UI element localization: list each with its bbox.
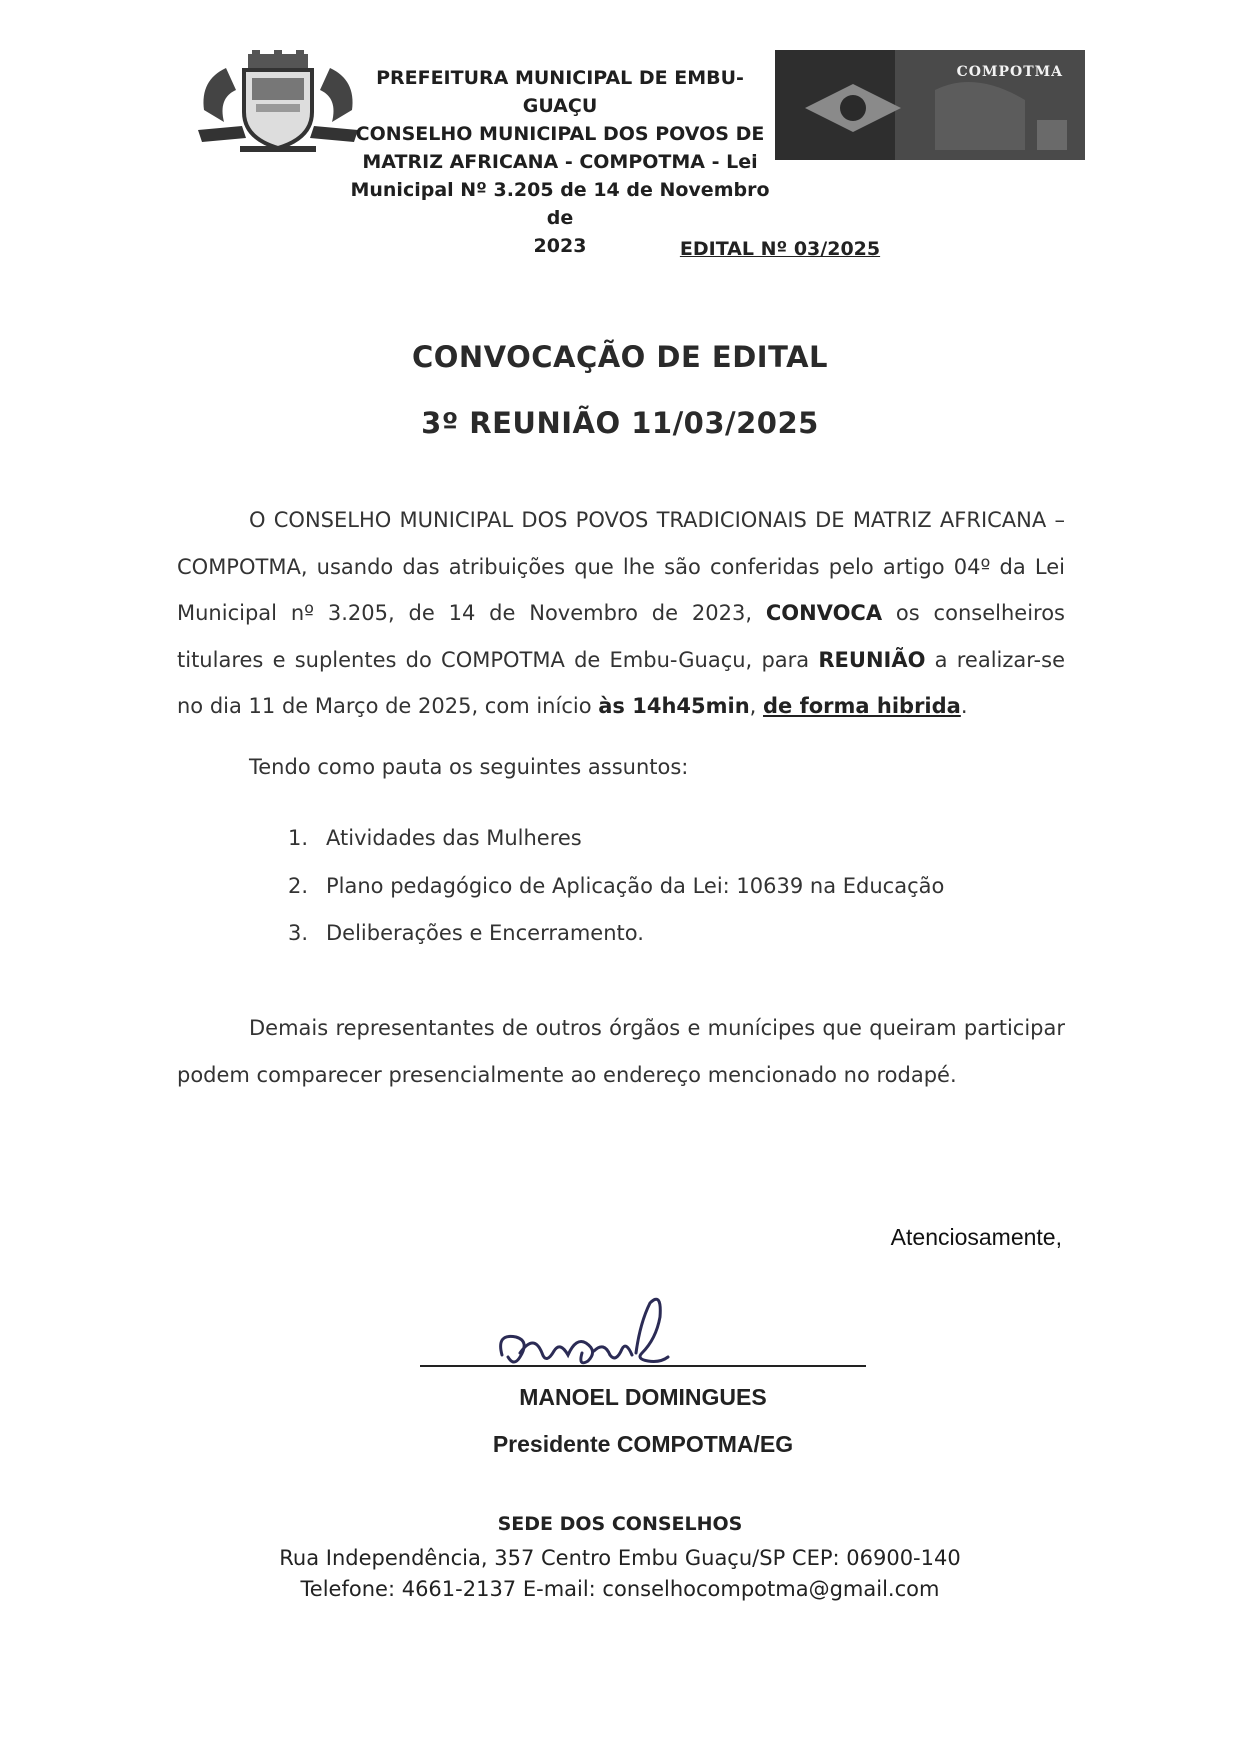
org-line-4: Municipal Nº 3.205 de 14 de Novembro de: [350, 179, 770, 229]
body-text-3: a realizar-se no dia 11 de Março de 2025, com início: [177, 647, 1065, 718]
handwritten-signature: [490, 1293, 690, 1383]
body-text-1: O CONSELHO MUNICIPAL DOS POVOS TRADICIONAIS DE MATRIZ AFRICANA – COMPOTMA, usando das atribuições que lhe são conferidas pelo artigo 04º da Lei Municipal nº 3.205, de 14 de Novembro de 2023,: [177, 508, 1065, 625]
body-end: .: [960, 694, 968, 718]
compotma-logo-icon: [775, 50, 1085, 160]
list-item-text: Atividades das Mulheres: [326, 826, 582, 850]
list-item-number: 3.: [288, 921, 309, 945]
footer-contact: Telefone: 4661-2137 E-mail: conselhocompotma@gmail.com: [300, 1577, 940, 1601]
list-item-text: Plano pedagógico de Aplicação da Lei: 10639 na Educação: [326, 873, 945, 898]
organization-title: [345, 64, 775, 260]
org-line-5: 2023: [533, 235, 587, 257]
reuniao-text: REUNIÃO: [818, 647, 926, 672]
regards-text: Atenciosamente,: [890, 1224, 1062, 1250]
convoca-text: CONVOCA: [765, 601, 883, 625]
edital-number: EDITAL Nº 03/2025: [679, 238, 881, 260]
list-item-number: 2.: [288, 873, 309, 898]
agenda-list: [288, 826, 944, 969]
footer-title: SEDE DOS CONSELHOS: [497, 1513, 743, 1535]
list-item: [288, 921, 944, 969]
agenda-intro: Tendo como pauta os seguintes assuntos:: [249, 755, 689, 779]
body-paragraph: [177, 497, 1065, 730]
signer-role: Presidente COMPOTMA/EG: [492, 1431, 794, 1457]
municipal-crest-icon: [196, 50, 360, 156]
body-separator: ,: [749, 694, 764, 718]
list-item-text: Deliberações e Encerramento.: [326, 921, 644, 945]
footer-address: Rua Independência, 357 Centro Embu Guaçu/SP CEP: 06900-140: [279, 1546, 961, 1570]
body-text-2: os conselheiros titulares e suplentes do COMPOTMA de Embu-Guaçu, para: [177, 601, 1065, 672]
logo-text: COMPOTMA: [956, 64, 1063, 80]
meeting-title: 3º REUNIÃO 11/03/2025: [421, 406, 819, 440]
org-line-2: CONSELHO MUNICIPAL DOS POVOS DE: [355, 123, 765, 145]
org-line-3: MATRIZ AFRICANA - COMPOTMA - Lei: [362, 151, 758, 173]
list-item-number: 1.: [288, 826, 309, 850]
signature-line: [420, 1365, 866, 1367]
list-item: [288, 874, 944, 922]
org-line-1: PREFEITURA MUNICIPAL DE EMBU-GUAÇU: [376, 67, 744, 117]
signer-name: MANOEL DOMINGUES: [519, 1384, 767, 1410]
closing-paragraph: Demais representantes de outros órgãos e munícipes que queiram participar podem comparecer presencialmente ao endereço mencionado no rodapé.: [177, 1016, 1065, 1087]
list-item: [288, 826, 944, 874]
meeting-time: às 14h45min: [598, 694, 750, 718]
document-title: CONVOCAÇÃO DE EDITAL: [411, 340, 829, 374]
meeting-mode: de forma hibrida: [763, 694, 961, 718]
